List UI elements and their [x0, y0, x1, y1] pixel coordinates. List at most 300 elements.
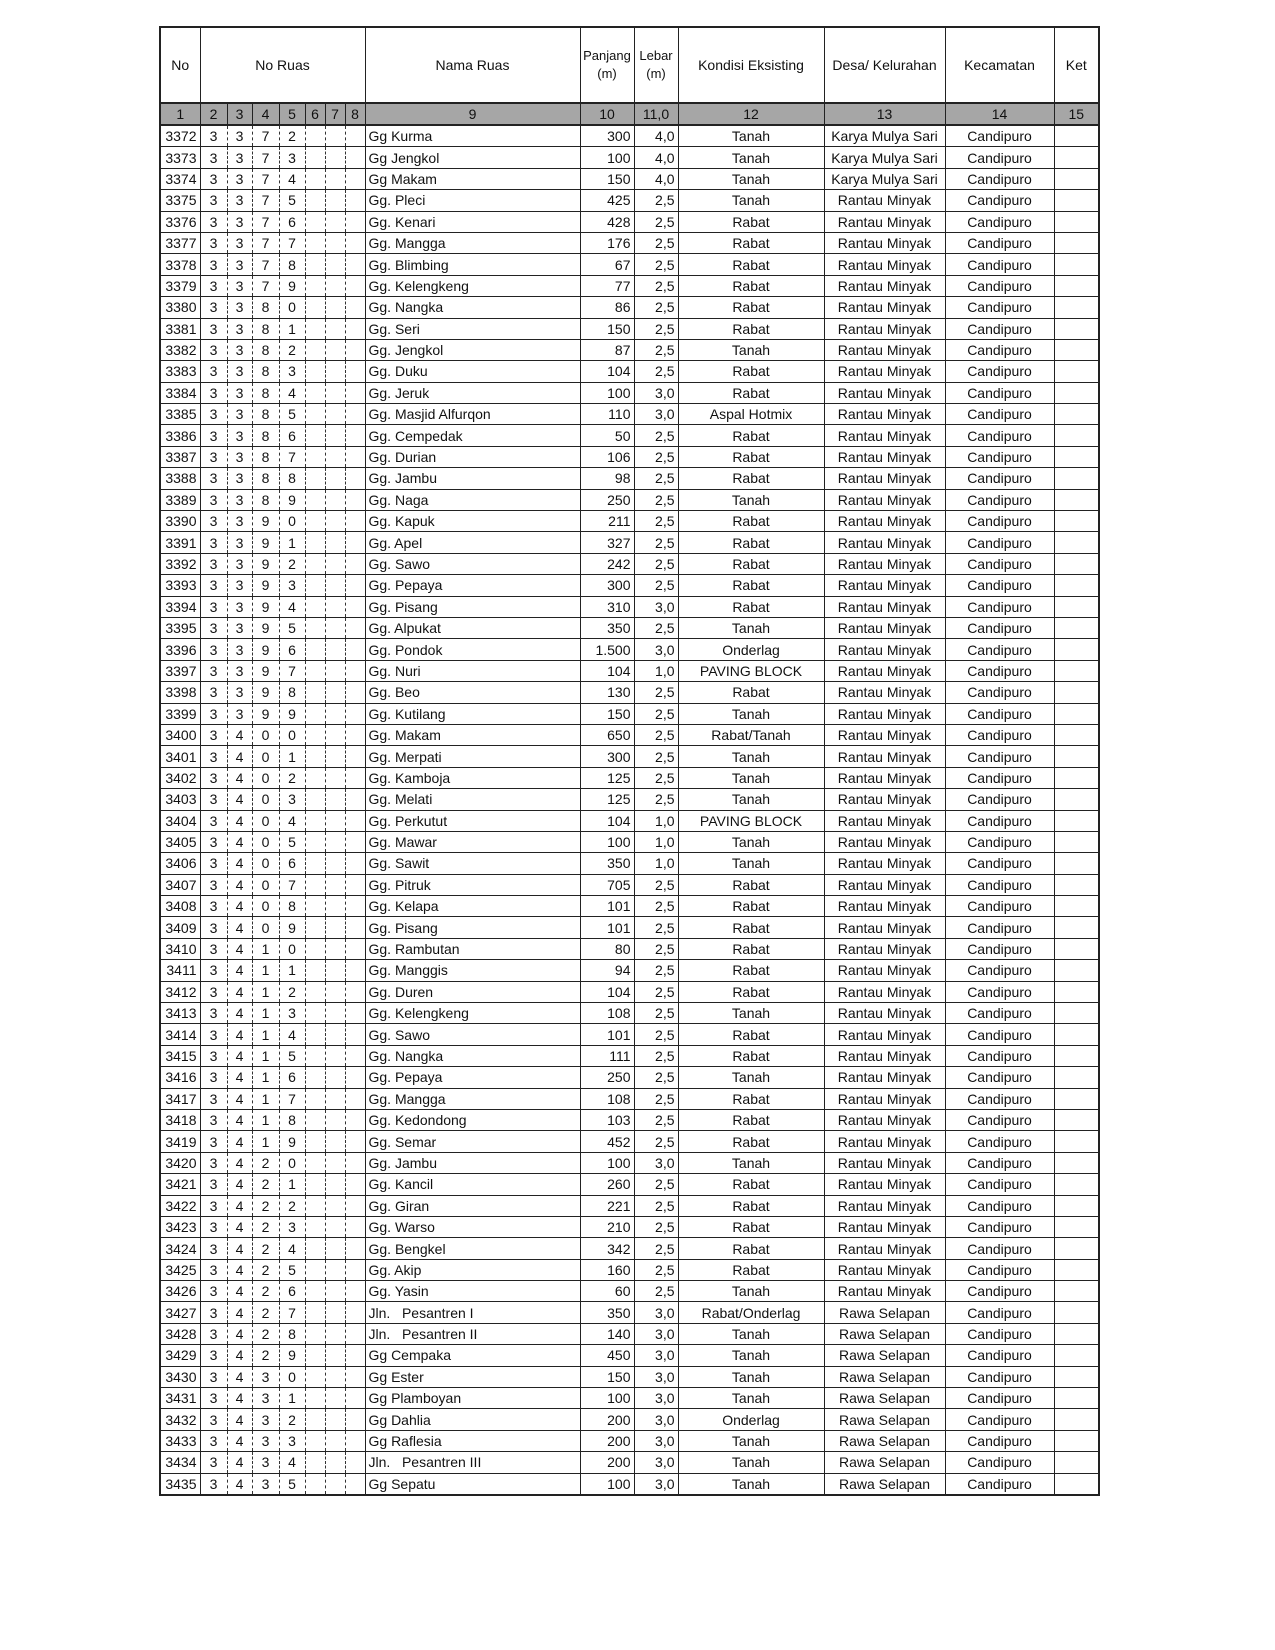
- panjang: 150: [580, 1366, 634, 1387]
- ket: [1054, 960, 1099, 981]
- lebar: 2,5: [634, 1045, 678, 1066]
- ruas-digit: [345, 1067, 365, 1088]
- row-no: 3418: [160, 1109, 200, 1130]
- ruas-digit: 7: [252, 254, 279, 275]
- ruas-digit: [345, 917, 365, 938]
- lebar: 2,5: [634, 425, 678, 446]
- ruas-digit: 3: [200, 1045, 227, 1066]
- ruas-digit: 4: [279, 810, 305, 831]
- nama-ruas: Gg. Nangka: [365, 297, 580, 318]
- ruas-digit: 4: [227, 917, 252, 938]
- ruas-digit: 3: [227, 361, 252, 382]
- row-no: 3428: [160, 1323, 200, 1344]
- lebar: 3,0: [634, 382, 678, 403]
- ruas-digit: 3: [200, 168, 227, 189]
- table-row: [160, 190, 1099, 211]
- kecamatan: Candipuro: [945, 1045, 1054, 1066]
- kecamatan: Candipuro: [945, 1088, 1054, 1109]
- ruas-digit: 7: [279, 1302, 305, 1323]
- ruas-digit: 4: [227, 1131, 252, 1152]
- ruas-digit: 1: [252, 1003, 279, 1024]
- nama-ruas: Gg. Mangga: [365, 232, 580, 253]
- ruas-digit: [305, 339, 325, 360]
- ruas-digit: [325, 896, 345, 917]
- ruas-digit: [305, 361, 325, 382]
- ruas-digit: 8: [252, 382, 279, 403]
- ruas-digit: 3: [200, 575, 227, 596]
- ruas-digit: [325, 1452, 345, 1473]
- panjang: 176: [580, 232, 634, 253]
- ket: [1054, 853, 1099, 874]
- ruas-digit: [305, 1152, 325, 1173]
- nama-ruas: Gg. Manggis: [365, 960, 580, 981]
- panjang: 50: [580, 425, 634, 446]
- ruas-digit: 3: [200, 960, 227, 981]
- ruas-digit: [345, 1152, 365, 1173]
- panjang: 80: [580, 938, 634, 959]
- kondisi: Rabat: [678, 468, 824, 489]
- panjang: 108: [580, 1003, 634, 1024]
- ruas-digit: [325, 532, 345, 553]
- table-row: [160, 1195, 1099, 1216]
- panjang: 100: [580, 1152, 634, 1173]
- lebar: 2,5: [634, 617, 678, 638]
- table-row: [160, 275, 1099, 296]
- ruas-digit: 1: [279, 532, 305, 553]
- panjang: 104: [580, 981, 634, 1002]
- ruas-digit: [305, 981, 325, 1002]
- table-row: [160, 446, 1099, 467]
- kondisi: Tanah: [678, 1366, 824, 1387]
- lebar: 1,0: [634, 853, 678, 874]
- desa: Rantau Minyak: [824, 874, 945, 895]
- ket: [1054, 596, 1099, 617]
- row-no: 3433: [160, 1430, 200, 1451]
- table-row: [160, 339, 1099, 360]
- ruas-digit: [305, 1216, 325, 1237]
- ruas-digit: 3: [200, 660, 227, 681]
- row-no: 3423: [160, 1216, 200, 1237]
- kondisi: Tanah: [678, 746, 824, 767]
- desa: Rantau Minyak: [824, 468, 945, 489]
- kondisi: Rabat: [678, 1131, 824, 1152]
- ruas-digit: 7: [252, 168, 279, 189]
- desa: Rantau Minyak: [824, 703, 945, 724]
- ruas-digit: [325, 553, 345, 574]
- ruas-digit: [325, 938, 345, 959]
- kecamatan: Candipuro: [945, 1216, 1054, 1237]
- ket: [1054, 1195, 1099, 1216]
- kondisi: Tanah: [678, 489, 824, 510]
- ruas-digit: 4: [227, 1238, 252, 1259]
- desa: Rantau Minyak: [824, 318, 945, 339]
- ruas-digit: [345, 339, 365, 360]
- ruas-digit: [305, 1323, 325, 1344]
- nama-ruas: Gg. Warso: [365, 1216, 580, 1237]
- ruas-digit: [345, 874, 365, 895]
- ruas-digit: [345, 896, 365, 917]
- ruas-digit: [305, 553, 325, 574]
- column-number: 4: [252, 103, 279, 125]
- ruas-digit: 2: [252, 1174, 279, 1195]
- ruas-digit: 8: [279, 682, 305, 703]
- ruas-digit: [305, 468, 325, 489]
- ruas-digit: 3: [200, 1281, 227, 1302]
- ruas-digit: 3: [227, 532, 252, 553]
- kecamatan: Candipuro: [945, 1473, 1054, 1495]
- ruas-digit: 4: [227, 960, 252, 981]
- ruas-digit: [345, 981, 365, 1002]
- ket: [1054, 1323, 1099, 1344]
- ruas-digit: [305, 831, 325, 852]
- ruas-digit: [345, 553, 365, 574]
- desa: Rantau Minyak: [824, 511, 945, 532]
- lebar: 3,0: [634, 1345, 678, 1366]
- panjang: 106: [580, 446, 634, 467]
- ruas-digit: [325, 468, 345, 489]
- column-number: 7: [325, 103, 345, 125]
- ruas-digit: [325, 489, 345, 510]
- ruas-digit: [325, 853, 345, 874]
- ruas-digit: [325, 639, 345, 660]
- ruas-digit: [325, 1473, 345, 1495]
- kecamatan: Candipuro: [945, 617, 1054, 638]
- ruas-digit: 3: [200, 810, 227, 831]
- ruas-digit: [305, 382, 325, 403]
- kondisi: Tanah: [678, 703, 824, 724]
- table-row: [160, 1216, 1099, 1237]
- ruas-digit: [305, 596, 325, 617]
- ruas-digit: [305, 1281, 325, 1302]
- nama-ruas: Gg. Naga: [365, 489, 580, 510]
- row-no: 3427: [160, 1302, 200, 1323]
- ruas-digit: 3: [200, 125, 227, 147]
- nama-ruas: Jln. Pesantren III: [365, 1452, 580, 1473]
- ruas-digit: 4: [279, 1452, 305, 1473]
- ket: [1054, 1216, 1099, 1237]
- ruas-digit: 3: [200, 1238, 227, 1259]
- ruas-digit: 3: [279, 147, 305, 168]
- kecamatan: Candipuro: [945, 767, 1054, 788]
- desa: Rantau Minyak: [824, 275, 945, 296]
- ruas-digit: 3: [200, 831, 227, 852]
- ruas-digit: [325, 1174, 345, 1195]
- table-row: [160, 318, 1099, 339]
- ruas-digit: 6: [279, 1067, 305, 1088]
- ruas-digit: 8: [252, 318, 279, 339]
- ruas-digit: 1: [252, 1088, 279, 1109]
- ruas-digit: [345, 275, 365, 296]
- ruas-digit: 3: [227, 275, 252, 296]
- nama-ruas: Gg. Pisang: [365, 596, 580, 617]
- header-no-ruas: No Ruas: [200, 27, 365, 103]
- ruas-digit: [325, 254, 345, 275]
- ruas-digit: 4: [227, 1473, 252, 1495]
- table-row: [160, 1067, 1099, 1088]
- lebar: 2,5: [634, 254, 678, 275]
- ruas-digit: [325, 1216, 345, 1237]
- nama-ruas: Gg. Alpukat: [365, 617, 580, 638]
- lebar: 1,0: [634, 810, 678, 831]
- column-number: 3: [227, 103, 252, 125]
- row-no: 3403: [160, 789, 200, 810]
- ruas-digit: [325, 575, 345, 596]
- kecamatan: Candipuro: [945, 575, 1054, 596]
- ruas-digit: [325, 746, 345, 767]
- ruas-digit: 3: [227, 596, 252, 617]
- ruas-digit: 4: [227, 1281, 252, 1302]
- lebar: 2,5: [634, 297, 678, 318]
- ruas-digit: 9: [279, 1345, 305, 1366]
- ruas-digit: [345, 1238, 365, 1259]
- ruas-digit: 4: [279, 1238, 305, 1259]
- ruas-digit: 3: [200, 468, 227, 489]
- ruas-digit: 4: [227, 853, 252, 874]
- ruas-digit: 1: [252, 981, 279, 1002]
- ruas-digit: 4: [227, 874, 252, 895]
- row-no: 3419: [160, 1131, 200, 1152]
- ket: [1054, 746, 1099, 767]
- desa: Karya Mulya Sari: [824, 147, 945, 168]
- ruas-digit: [305, 660, 325, 681]
- ruas-digit: [305, 874, 325, 895]
- panjang: 77: [580, 275, 634, 296]
- ruas-digit: 8: [279, 254, 305, 275]
- ruas-digit: 7: [279, 1088, 305, 1109]
- panjang: 210: [580, 1216, 634, 1237]
- ruas-digit: 3: [200, 232, 227, 253]
- row-no: 3373: [160, 147, 200, 168]
- lebar: 2,5: [634, 489, 678, 510]
- kecamatan: Candipuro: [945, 425, 1054, 446]
- lebar: 2,5: [634, 767, 678, 788]
- ket: [1054, 532, 1099, 553]
- kecamatan: Candipuro: [945, 1302, 1054, 1323]
- lebar: 3,0: [634, 1323, 678, 1344]
- ruas-digit: [325, 511, 345, 532]
- ket: [1054, 1259, 1099, 1280]
- ruas-digit: 4: [227, 1088, 252, 1109]
- ruas-digit: [345, 789, 365, 810]
- ket: [1054, 703, 1099, 724]
- ruas-digit: 3: [200, 789, 227, 810]
- ruas-digit: [345, 596, 365, 617]
- ruas-digit: [325, 211, 345, 232]
- ket: [1054, 617, 1099, 638]
- kecamatan: Candipuro: [945, 810, 1054, 831]
- ruas-digit: 3: [200, 446, 227, 467]
- ruas-digit: [305, 1045, 325, 1066]
- ruas-digit: 9: [252, 639, 279, 660]
- table-row: [160, 682, 1099, 703]
- nama-ruas: Jln. Pesantren I: [365, 1302, 580, 1323]
- panjang: 130: [580, 682, 634, 703]
- nama-ruas: Gg. Semar: [365, 1131, 580, 1152]
- ruas-digit: 0: [252, 874, 279, 895]
- kecamatan: Candipuro: [945, 746, 1054, 767]
- ruas-digit: [325, 446, 345, 467]
- panjang: 200: [580, 1452, 634, 1473]
- panjang: 125: [580, 767, 634, 788]
- ruas-digit: 2: [279, 981, 305, 1002]
- ruas-digit: 3: [200, 896, 227, 917]
- ruas-digit: 3: [227, 232, 252, 253]
- kondisi: Rabat: [678, 1024, 824, 1045]
- ruas-digit: 3: [227, 446, 252, 467]
- ruas-digit: 7: [252, 147, 279, 168]
- ruas-digit: [325, 404, 345, 425]
- nama-ruas: Gg. Pepaya: [365, 575, 580, 596]
- kecamatan: Candipuro: [945, 468, 1054, 489]
- ruas-digit: 2: [279, 339, 305, 360]
- kondisi: Rabat: [678, 938, 824, 959]
- desa: Rantau Minyak: [824, 575, 945, 596]
- panjang: 650: [580, 724, 634, 745]
- ruas-digit: 5: [279, 404, 305, 425]
- kecamatan: Candipuro: [945, 1430, 1054, 1451]
- kondisi: Rabat: [678, 896, 824, 917]
- header-nama-ruas: Nama Ruas: [365, 27, 580, 103]
- lebar: 2,5: [634, 703, 678, 724]
- table-row: [160, 553, 1099, 574]
- ket: [1054, 917, 1099, 938]
- ruas-digit: [305, 896, 325, 917]
- ruas-digit: [305, 125, 325, 147]
- lebar: 2,5: [634, 361, 678, 382]
- kondisi: Rabat: [678, 960, 824, 981]
- desa: Rawa Selapan: [824, 1366, 945, 1387]
- table-row: [160, 1452, 1099, 1473]
- ruas-digit: 0: [252, 724, 279, 745]
- nama-ruas: Gg. Pondok: [365, 639, 580, 660]
- ruas-digit: [345, 938, 365, 959]
- ruas-digit: 5: [279, 617, 305, 638]
- kecamatan: Candipuro: [945, 190, 1054, 211]
- panjang: 1.500: [580, 639, 634, 660]
- ruas-digit: [345, 617, 365, 638]
- row-no: 3435: [160, 1473, 200, 1495]
- ruas-digit: 3: [227, 511, 252, 532]
- ruas-digit: [305, 1024, 325, 1045]
- ruas-digit: 2: [252, 1345, 279, 1366]
- nama-ruas: Gg Raflesia: [365, 1430, 580, 1451]
- ruas-digit: [325, 1045, 345, 1066]
- ruas-digit: 3: [227, 339, 252, 360]
- ruas-digit: 1: [279, 1388, 305, 1409]
- ruas-digit: [345, 297, 365, 318]
- table-row: [160, 896, 1099, 917]
- kecamatan: Candipuro: [945, 960, 1054, 981]
- ruas-digit: 3: [200, 1259, 227, 1280]
- ruas-digit: 2: [252, 1152, 279, 1173]
- ruas-digit: 9: [279, 489, 305, 510]
- desa: Rantau Minyak: [824, 232, 945, 253]
- nama-ruas: Gg. Mangga: [365, 1088, 580, 1109]
- kecamatan: Candipuro: [945, 211, 1054, 232]
- ruas-digit: [325, 1109, 345, 1130]
- panjang: 100: [580, 147, 634, 168]
- ruas-digit: 3: [227, 211, 252, 232]
- ruas-digit: 3: [227, 468, 252, 489]
- ruas-digit: [325, 275, 345, 296]
- ruas-digit: [325, 617, 345, 638]
- ruas-digit: [325, 831, 345, 852]
- row-no: 3406: [160, 853, 200, 874]
- ket: [1054, 232, 1099, 253]
- row-no: 3401: [160, 746, 200, 767]
- ruas-digit: 3: [200, 938, 227, 959]
- ket: [1054, 125, 1099, 147]
- kecamatan: Candipuro: [945, 1281, 1054, 1302]
- ruas-digit: 6: [279, 639, 305, 660]
- table-row: [160, 1152, 1099, 1173]
- kecamatan: Candipuro: [945, 1131, 1054, 1152]
- ruas-digit: [325, 810, 345, 831]
- desa: Rawa Selapan: [824, 1430, 945, 1451]
- lebar: 3,0: [634, 639, 678, 660]
- row-no: 3416: [160, 1067, 200, 1088]
- nama-ruas: Gg. Jeruk: [365, 382, 580, 403]
- ruas-digit: 4: [227, 1366, 252, 1387]
- desa: Rantau Minyak: [824, 682, 945, 703]
- ket: [1054, 339, 1099, 360]
- kecamatan: Candipuro: [945, 382, 1054, 403]
- ruas-digit: [345, 682, 365, 703]
- nama-ruas: Gg. Kutilang: [365, 703, 580, 724]
- ruas-digit: 8: [252, 404, 279, 425]
- row-no: 3393: [160, 575, 200, 596]
- ruas-digit: 3: [279, 361, 305, 382]
- table-row: [160, 1088, 1099, 1109]
- ruas-digit: [305, 232, 325, 253]
- row-no: 3381: [160, 318, 200, 339]
- lebar: 2,5: [634, 682, 678, 703]
- ruas-digit: [345, 810, 365, 831]
- row-no: 3398: [160, 682, 200, 703]
- ruas-digit: [325, 125, 345, 147]
- ruas-digit: [305, 682, 325, 703]
- lebar: 2,5: [634, 960, 678, 981]
- ruas-digit: 4: [227, 746, 252, 767]
- ket: [1054, 1366, 1099, 1387]
- kondisi: PAVING BLOCK: [678, 810, 824, 831]
- ruas-digit: [305, 1088, 325, 1109]
- ket: [1054, 1430, 1099, 1451]
- ruas-digit: [305, 275, 325, 296]
- ruas-digit: [305, 147, 325, 168]
- ruas-digit: [325, 297, 345, 318]
- ruas-digit: [345, 703, 365, 724]
- ruas-digit: [305, 1473, 325, 1495]
- ruas-digit: [305, 1345, 325, 1366]
- desa: Rawa Selapan: [824, 1388, 945, 1409]
- kondisi: Rabat: [678, 232, 824, 253]
- ruas-digit: 3: [200, 703, 227, 724]
- ruas-digit: [345, 532, 365, 553]
- column-number: 9: [365, 103, 580, 125]
- ruas-digit: 3: [200, 1216, 227, 1237]
- ruas-digit: [305, 1388, 325, 1409]
- ruas-digit: [345, 1195, 365, 1216]
- ruas-digit: 3: [200, 853, 227, 874]
- ruas-digit: 3: [227, 489, 252, 510]
- ruas-digit: 3: [279, 575, 305, 596]
- ruas-digit: [305, 190, 325, 211]
- row-no: 3420: [160, 1152, 200, 1173]
- kondisi: Rabat: [678, 532, 824, 553]
- ruas-digit: [305, 425, 325, 446]
- ruas-digit: [325, 1366, 345, 1387]
